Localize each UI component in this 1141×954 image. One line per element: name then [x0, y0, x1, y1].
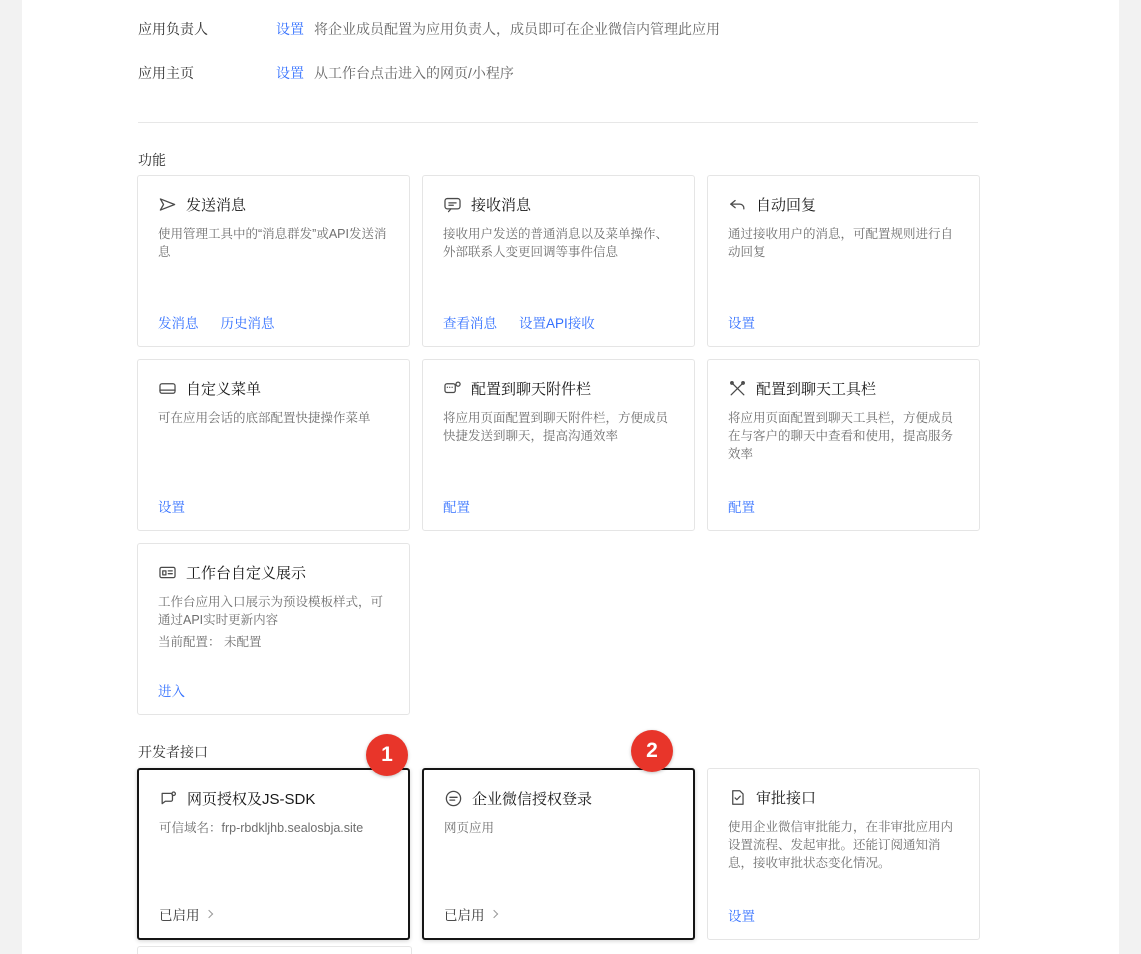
info-row-app-homepage — [138, 52, 978, 96]
developer-card-grid — [137, 768, 997, 940]
function-section-title: 功能 — [138, 152, 166, 168]
card-wecom-oauth-login[interactable] — [422, 768, 695, 940]
card-actions — [443, 312, 595, 332]
card-actions — [158, 496, 185, 516]
wecom-login-status-link[interactable] — [444, 904, 497, 924]
card-description: 使用管理工具中的“消息群发”或API发送消息 — [158, 227, 387, 259]
card-description: 可在应用会话的底部配置快捷操作菜单 — [158, 411, 371, 425]
card-header — [444, 788, 673, 809]
receive-message-icon — [443, 195, 462, 214]
card-chat-toolbar[interactable] — [707, 359, 980, 531]
card-actions — [443, 496, 470, 516]
section-divider — [138, 122, 978, 123]
annotation-badge-2: 2 — [631, 730, 673, 772]
web-auth-status-link[interactable] — [159, 904, 212, 924]
card-web-auth-jssdk[interactable] — [137, 768, 410, 940]
chat-toolbar-config-link[interactable]: 配置 — [728, 500, 755, 515]
card-title: 发送消息 — [186, 197, 247, 214]
page-gutter-right — [1119, 0, 1141, 954]
custom-menu-setting-link[interactable]: 设置 — [158, 500, 185, 515]
app-owner-setting-link[interactable]: 设置 — [276, 21, 304, 37]
chat-attachment-icon — [443, 379, 462, 398]
card-header — [158, 378, 389, 399]
status-text: 已启用 — [159, 908, 200, 923]
auto-reply-icon — [728, 195, 747, 214]
card-actions — [728, 496, 755, 516]
wecom-login-icon — [444, 789, 463, 808]
card-actions — [728, 312, 755, 332]
info-desc: 将企业成员配置为应用负责人，成员即可在企业微信内管理此应用 — [314, 21, 720, 37]
card-approval-api[interactable] — [707, 768, 980, 940]
info-label: 应用负责人 — [138, 21, 208, 37]
card-actions — [728, 905, 755, 925]
card-description: 可信域名：frp-rbdkljhb.sealosbja.site — [159, 821, 364, 835]
chevron-right-icon — [204, 909, 212, 917]
card-description: 通过接收用户的消息，可配置规则进行自动回复 — [728, 227, 954, 259]
app-homepage-setting-link[interactable]: 设置 — [276, 65, 304, 81]
card-chat-attachment-bar[interactable] — [422, 359, 695, 531]
card-header — [728, 378, 959, 399]
annotation-badge-1: 1 — [366, 734, 408, 776]
status-text: 已启用 — [444, 908, 485, 923]
web-auth-icon — [159, 789, 178, 808]
card-actions — [158, 680, 185, 700]
card-header — [728, 194, 959, 215]
card-description: 接收用户发送的普通消息以及菜单操作、外部联系人变更回调等事件信息 — [443, 227, 669, 259]
developer-section-title: 开发者接口 — [138, 744, 208, 760]
info-desc: 从工作台点击进入的网页/小程序 — [314, 65, 514, 81]
card-title: 配置到聊天附件栏 — [471, 381, 592, 398]
card-description: 网页应用 — [444, 821, 495, 835]
view-message-link[interactable]: 查看消息 — [443, 316, 497, 331]
app-info-rows — [138, 8, 978, 96]
send-message-icon — [158, 195, 177, 214]
custom-menu-icon — [158, 379, 177, 398]
next-card-partial — [137, 946, 412, 954]
card-title: 企业微信授权登录 — [472, 791, 593, 808]
workbench-enter-link[interactable]: 进入 — [158, 684, 185, 699]
info-row-app-owner — [138, 8, 978, 52]
auto-reply-setting-link[interactable]: 设置 — [728, 316, 755, 331]
card-header — [728, 787, 959, 808]
card-title: 审批接口 — [756, 790, 817, 807]
chevron-right-icon — [489, 909, 497, 917]
card-description: 工作台应用入口展示为预设模板样式，可通过API实时更新内容 — [158, 595, 384, 627]
workbench-current-config: 当前配置： 未配置 — [158, 635, 262, 649]
card-header — [443, 378, 674, 399]
set-api-receive-link[interactable]: 设置API接收 — [519, 316, 595, 331]
send-message-link[interactable]: 发消息 — [158, 316, 199, 331]
card-title: 网页授权及JS-SDK — [187, 791, 316, 808]
card-actions — [444, 904, 497, 924]
card-description: 将应用页面配置到聊天工具栏，方便成员在与客户的聊天中查看和使用，提高服务效率 — [728, 411, 954, 461]
approval-api-setting-link[interactable]: 设置 — [728, 909, 755, 924]
card-title: 配置到聊天工具栏 — [756, 381, 877, 398]
chat-toolbar-icon — [728, 379, 747, 398]
card-workbench-display[interactable] — [137, 543, 410, 715]
card-actions — [159, 904, 212, 924]
card-actions — [158, 312, 275, 332]
message-history-link[interactable]: 历史消息 — [220, 316, 275, 331]
info-label: 应用主页 — [138, 65, 194, 81]
card-title: 自动回复 — [756, 197, 817, 214]
page-gutter-left — [0, 0, 22, 954]
card-receive-message[interactable] — [422, 175, 695, 347]
card-send-message[interactable] — [137, 175, 410, 347]
card-header — [443, 194, 674, 215]
card-description: 将应用页面配置到聊天附件栏，方便成员快捷发送到聊天，提高沟通效率 — [443, 411, 669, 443]
card-title: 工作台自定义展示 — [186, 565, 307, 582]
card-header — [159, 788, 388, 809]
card-title: 接收消息 — [471, 197, 532, 214]
card-header — [158, 562, 389, 583]
function-card-grid — [137, 175, 997, 715]
card-description: 使用企业微信审批能力，在非审批应用内设置流程、发起审批。还能订阅通知消息，接收审批状态变化情况。 — [728, 820, 954, 870]
card-auto-reply[interactable] — [707, 175, 980, 347]
page-content — [22, 0, 1119, 954]
approval-api-icon — [728, 788, 747, 807]
chat-attachment-config-link[interactable]: 配置 — [443, 500, 470, 515]
workbench-display-icon — [158, 563, 177, 582]
card-title: 自定义菜单 — [186, 381, 262, 398]
card-header — [158, 194, 389, 215]
card-custom-menu[interactable] — [137, 359, 410, 531]
